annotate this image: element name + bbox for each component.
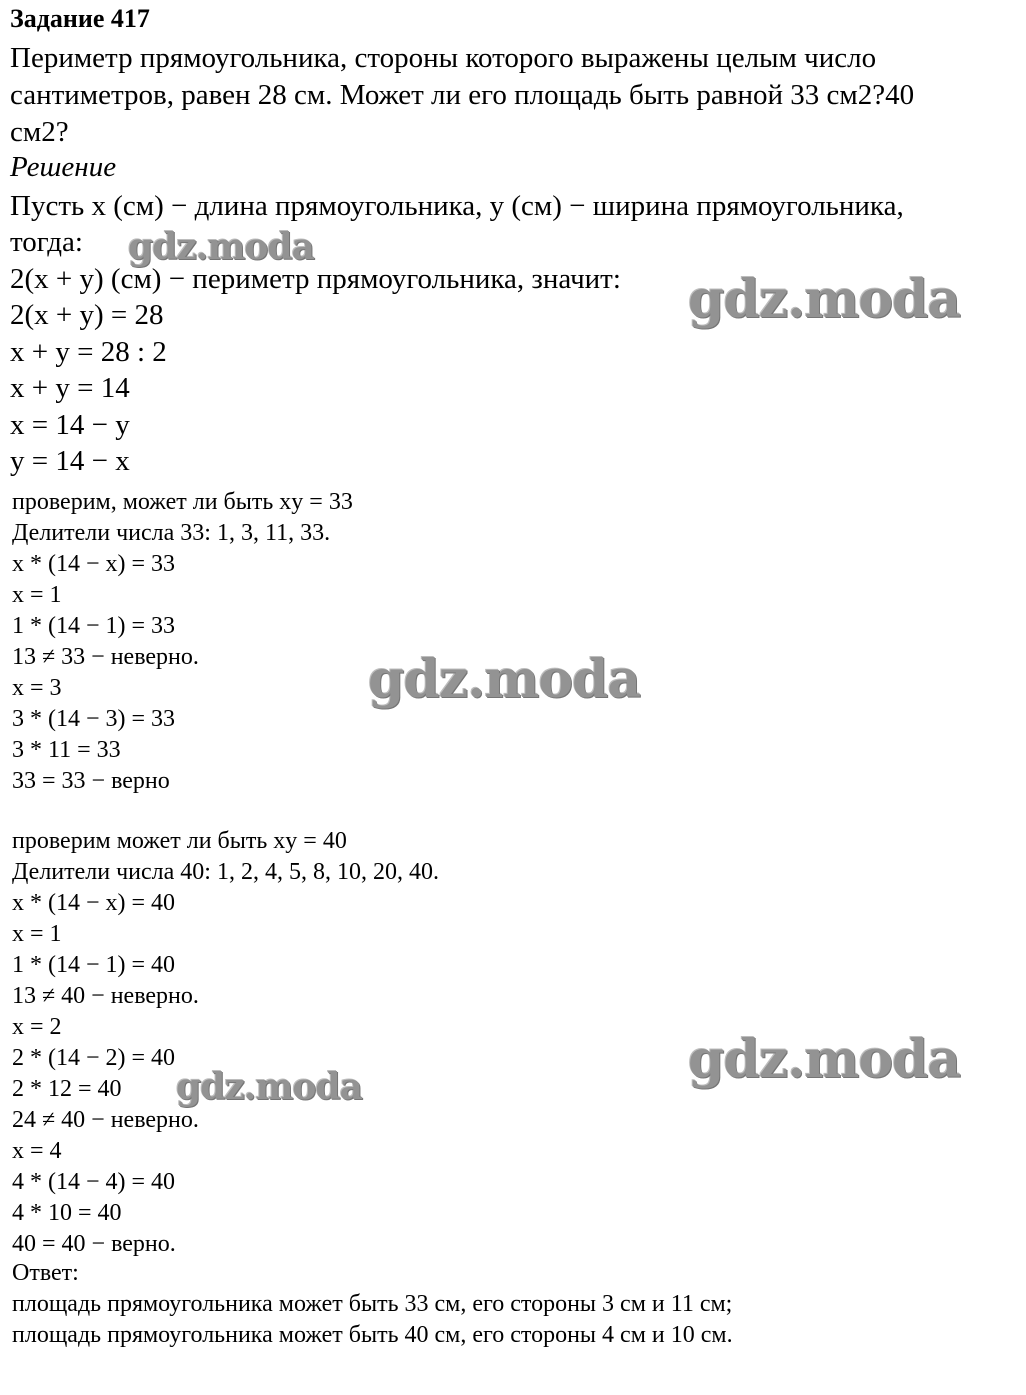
solution-line-4: 2(x + y) = 28 bbox=[10, 299, 164, 331]
task-title: Задание 417 bbox=[10, 4, 150, 33]
solution-line-5: x + y = 28 : 2 bbox=[10, 336, 167, 368]
check33-line-2: Делители числа 33: 1, 3, 11, 33. bbox=[12, 520, 331, 546]
watermark-2: gdz.moda bbox=[688, 269, 961, 330]
check33-line-7: x = 3 bbox=[12, 675, 62, 701]
check40-line-10: 24 ≠ 40 − неверно. bbox=[12, 1107, 199, 1133]
check40-line-14: 40 = 40 − верно. bbox=[12, 1231, 176, 1257]
answer-line-1: площадь прямоугольника может быть 33 см, его стороны 3 см и 11 см; bbox=[12, 1291, 733, 1317]
check40-line-8: 2 * (14 − 2) = 40 bbox=[12, 1045, 176, 1071]
check33-line-5: 1 * (14 − 1) = 33 bbox=[12, 613, 176, 639]
problem-line-2: сантиметров, равен 28 см. Может ли его площадь быть равной 33 см2?40 bbox=[10, 79, 915, 111]
check40-line-5: 1 * (14 − 1) = 40 bbox=[12, 952, 176, 978]
check33-line-6: 13 ≠ 33 − неверно. bbox=[12, 644, 199, 670]
check40-line-4: x = 1 bbox=[12, 921, 62, 947]
solution-line-8: y = 14 − x bbox=[10, 445, 130, 477]
watermark-1: gdz.moda bbox=[128, 226, 314, 268]
answer-line-2: площадь прямоугольника может быть 40 см, его стороны 4 см и 10 см. bbox=[12, 1322, 733, 1348]
solution-line-6: x + y = 14 bbox=[10, 372, 130, 404]
check40-line-13: 4 * 10 = 40 bbox=[12, 1200, 122, 1226]
solution-line-3: 2(x + y) (см) − периметр прямоугольника, значит: bbox=[10, 263, 621, 295]
problem-line-1: Периметр прямоугольника, стороны которого выражены целым число bbox=[10, 42, 877, 74]
check33-line-9: 3 * 11 = 33 bbox=[12, 737, 121, 763]
check40-line-1: проверим может ли быть xy = 40 bbox=[12, 828, 347, 854]
check33-line-1: проверим, может ли быть xy = 33 bbox=[12, 489, 353, 515]
check40-line-12: 4 * (14 − 4) = 40 bbox=[12, 1169, 176, 1195]
problem-line-3: см2? bbox=[10, 116, 69, 148]
check33-line-4: x = 1 bbox=[12, 582, 62, 608]
solution-line-1: Пусть x (см) − длина прямоугольника, y (см) − ширина прямоугольника, bbox=[10, 190, 904, 222]
watermark-4: gdz.moda bbox=[688, 1029, 961, 1090]
watermark-5: gdz.moda bbox=[176, 1066, 362, 1108]
watermark-3: gdz.moda bbox=[368, 649, 641, 710]
check40-line-7: x = 2 bbox=[12, 1014, 62, 1040]
check40-line-3: x * (14 − x) = 40 bbox=[12, 890, 176, 916]
solution-line-7: x = 14 − y bbox=[10, 409, 130, 441]
check40-line-9: 2 * 12 = 40 bbox=[12, 1076, 122, 1102]
check33-line-3: x * (14 − x) = 33 bbox=[12, 551, 176, 577]
solution-heading: Решение bbox=[10, 151, 117, 183]
solution-line-2: тогда: bbox=[10, 226, 83, 258]
answer-label: Ответ: bbox=[12, 1260, 79, 1286]
check33-line-10: 33 = 33 − верно bbox=[12, 768, 170, 794]
check40-line-6: 13 ≠ 40 − неверно. bbox=[12, 983, 199, 1009]
check40-line-2: Делители числа 40: 1, 2, 4, 5, 8, 10, 20, 40. bbox=[12, 859, 439, 885]
check40-line-11: x = 4 bbox=[12, 1138, 62, 1164]
check33-line-8: 3 * (14 − 3) = 33 bbox=[12, 706, 176, 732]
